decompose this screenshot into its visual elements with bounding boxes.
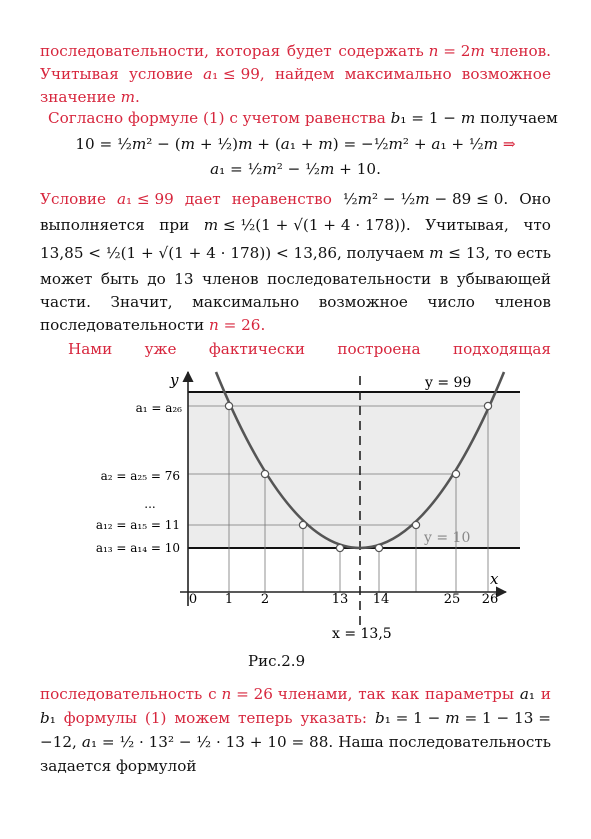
equation-1: 10 = ½m² − (m + ½)m + (a₁ + m) = −½m² + a₁ + ½m ⇒ <box>75 135 516 153</box>
text-line-3: значение m. <box>40 88 140 106</box>
text-line-4: Согласно формуле (1) с учетом равенства b₁ = 1 − m получаем <box>48 109 558 127</box>
point-a15 <box>412 521 419 528</box>
point-a2 <box>261 470 268 477</box>
left-label-ellipsis: ... <box>144 497 156 511</box>
left-label-a12: a₁₂ = a₁₅ = 11 <box>95 518 180 532</box>
point-a1 <box>225 402 232 409</box>
left-label-a2: a₂ = a₂₅ = 76 <box>100 469 180 483</box>
text-line-10: последовательности n = 26. <box>40 316 266 334</box>
text-line-1: последовательности, которая будет содержать n = 2m членов. <box>40 42 551 60</box>
text-line-14: −12, a₁ = ½ · 13² − ½ · 13 + 10 = 88. Наша последовательность <box>40 733 551 751</box>
text-line-12: последовательность с n = 26 членами, так как параметры a₁ и <box>40 685 551 703</box>
x-tick-14: 14 <box>372 592 390 607</box>
x-tick-25: 25 <box>443 592 461 607</box>
x-tick-0: 0 <box>188 592 198 607</box>
text-line-9: части. Значит, максимально возможное число членов <box>40 293 551 311</box>
x-tick-13: 13 <box>331 592 349 607</box>
x-axis-label: x <box>490 570 499 588</box>
point-a14 <box>375 544 382 551</box>
text-line-8: может быть до 13 членов последовательности в убывающей <box>40 270 551 288</box>
point-a12 <box>299 521 306 528</box>
line-y-99-label: y = 99 <box>425 375 472 391</box>
x-tick-26: 26 <box>481 592 499 607</box>
text-line-5: Условие a₁ ≤ 99 дает неравенство ½m² − ½m − 89 ≤ 0. Оно <box>40 190 551 208</box>
line-y-10-label: y = 10 <box>424 530 471 546</box>
text-line-15: задается формулой <box>40 757 197 775</box>
x-tick-1: 1 <box>224 592 234 607</box>
text-line-13: b₁ формулы (1) можем теперь указать: b₁ = 1 − m = 1 − 13 = <box>40 709 551 727</box>
text-line-11: Нами уже фактически построена подходящая <box>68 340 551 358</box>
text-line-7: 13,85 < ½(1 + √(1 + 4 · 178)) < 13,86, получаем m ≤ 13, то есть <box>40 244 551 262</box>
left-label-a13: a₁₃ = a₁₄ = 10 <box>95 541 180 555</box>
left-label-a1: a₁ = a₂₆ <box>135 401 182 415</box>
y-axis-label: y <box>170 371 179 389</box>
figure-caption: Рис.2.9 <box>248 652 306 670</box>
equation-2: a₁ = ½m² − ½m + 10. <box>210 160 381 178</box>
text-line-6: выполняется при m ≤ ½(1 + √(1 + 4 · 178)). Учитывая, что <box>40 216 551 234</box>
point-a26 <box>484 402 491 409</box>
point-a13 <box>336 544 343 551</box>
parabola-figure <box>0 360 591 650</box>
point-a25 <box>452 470 459 477</box>
symmetry-axis-label: x = 13,5 <box>332 626 392 642</box>
x-tick-2: 2 <box>260 592 270 607</box>
text-line-2: Учитывая условие a₁ ≤ 99, найдем максимально возможное <box>40 65 551 83</box>
